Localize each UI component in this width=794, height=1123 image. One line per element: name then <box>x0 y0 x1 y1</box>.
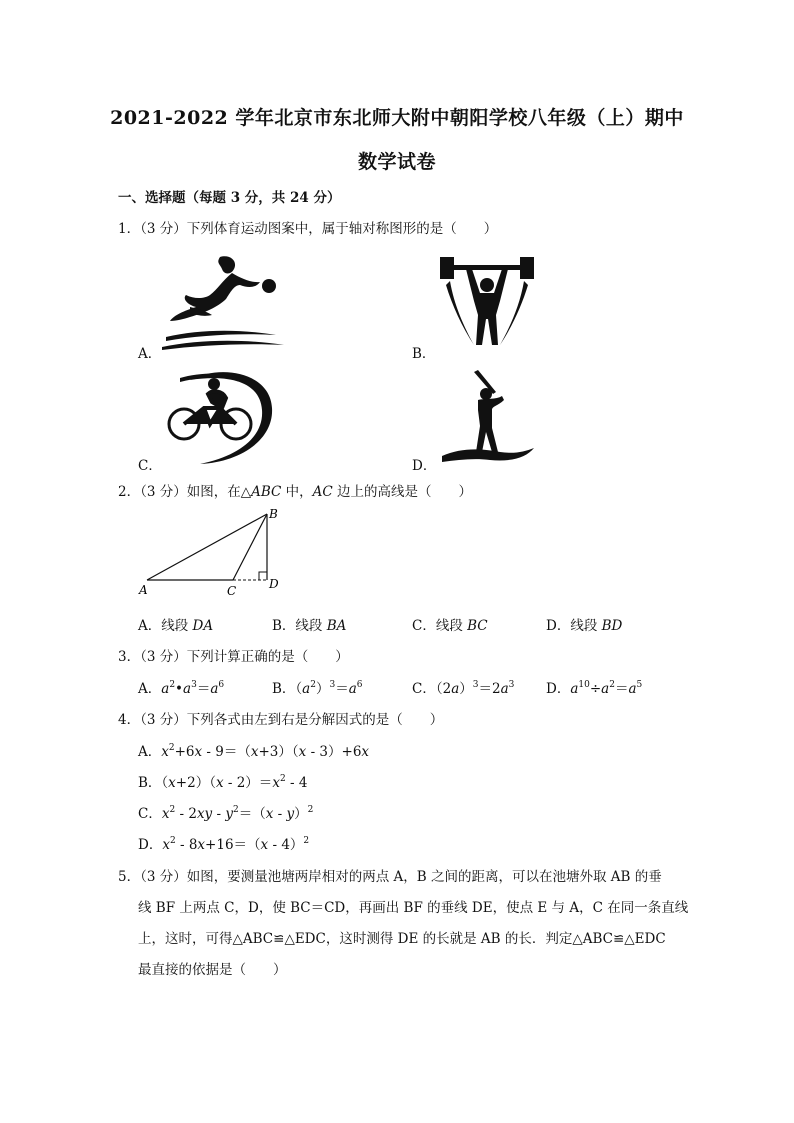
q3-option-a: A．$a^2•a^3=a^6$ <box>138 680 225 697</box>
q4-stem: 4．（3 分）下列各式由左到右是分解因式的是（ ） <box>118 712 444 728</box>
q4-option-b: B．$(x+2)(x - 2)=x^2 - 4$ <box>138 774 308 791</box>
q2-option-d: D．线段 BD <box>546 618 623 634</box>
q2-option-a: A．线段 DA <box>138 618 214 634</box>
q4-option-a: A．$x^2+6x - 9=(x+3)(x - 3)+6x$ <box>138 743 370 760</box>
q3-option-b: B．$(a^2)^3=a^6$ <box>272 680 363 697</box>
label-d: D <box>269 577 279 591</box>
label-a: A <box>139 583 148 597</box>
q3-option-d: D．$a^{10}\div a^2=a^5$ <box>546 680 643 697</box>
section-heading: 一、选择题（每题 3 分，共 24 分） <box>118 190 341 206</box>
golf-icon <box>440 368 535 466</box>
q1-stem: 1．（3 分）下列体育运动图案中，属于轴对称图形的是（ ） <box>118 221 498 237</box>
cycling-icon <box>160 368 278 466</box>
q1-option-b-label: B． <box>412 346 436 362</box>
q2-option-b: B．线段 BA <box>272 618 347 634</box>
q1-option-c-label: C． <box>138 458 162 474</box>
q4-option-d: D．$x^2 - 8x+16=(x - 4)^2$ <box>138 836 310 853</box>
q2-option-c: C．线段 BC <box>412 618 488 634</box>
q5-line2: 线 BF 上两点 C，D，使 BC＝CD，再画出 BF 的垂线 DE，使点 E 与 A，C 在同一条直线 <box>138 900 689 916</box>
q2-stem: 2．（3 分）如图，在△ABC 中，AC 边上的高线是（ ） <box>118 484 473 500</box>
q1-option-a-label: A． <box>138 346 162 362</box>
label-c: C <box>227 584 237 598</box>
weightlifting-icon <box>440 255 535 350</box>
triangle-figure <box>135 505 295 600</box>
q5-line1: 5．（3 分）如图，要测量池塘两岸相对的两点 A，B 之间的距离，可以在池塘外取 AB 的垂 <box>118 869 662 885</box>
volleyball-icon <box>160 255 285 350</box>
q3-stem: 3．（3 分）下列计算正确的是（ ） <box>118 649 349 665</box>
page-title-line2: 数学试卷 <box>357 151 436 173</box>
label-b: B <box>269 507 278 521</box>
page-title-line1: 2021-2022 学年北京市东北师大附中朝阳学校八年级（上）期中 <box>110 107 684 129</box>
q5-line4: 最直接的依据是（ ） <box>138 962 287 978</box>
q4-option-c: C．$x^2 - 2xy - y^2=(x - y)^2$ <box>138 805 314 822</box>
q1-option-d-label: D． <box>412 458 437 474</box>
q3-option-c: C．$(2a)^3=2a^3$ <box>412 680 515 697</box>
q5-line3: 上，这时，可得△ABC≌△EDC，这时测得 DE 的长就是 AB 的长．判定△ABC≌△EDC <box>138 931 666 947</box>
